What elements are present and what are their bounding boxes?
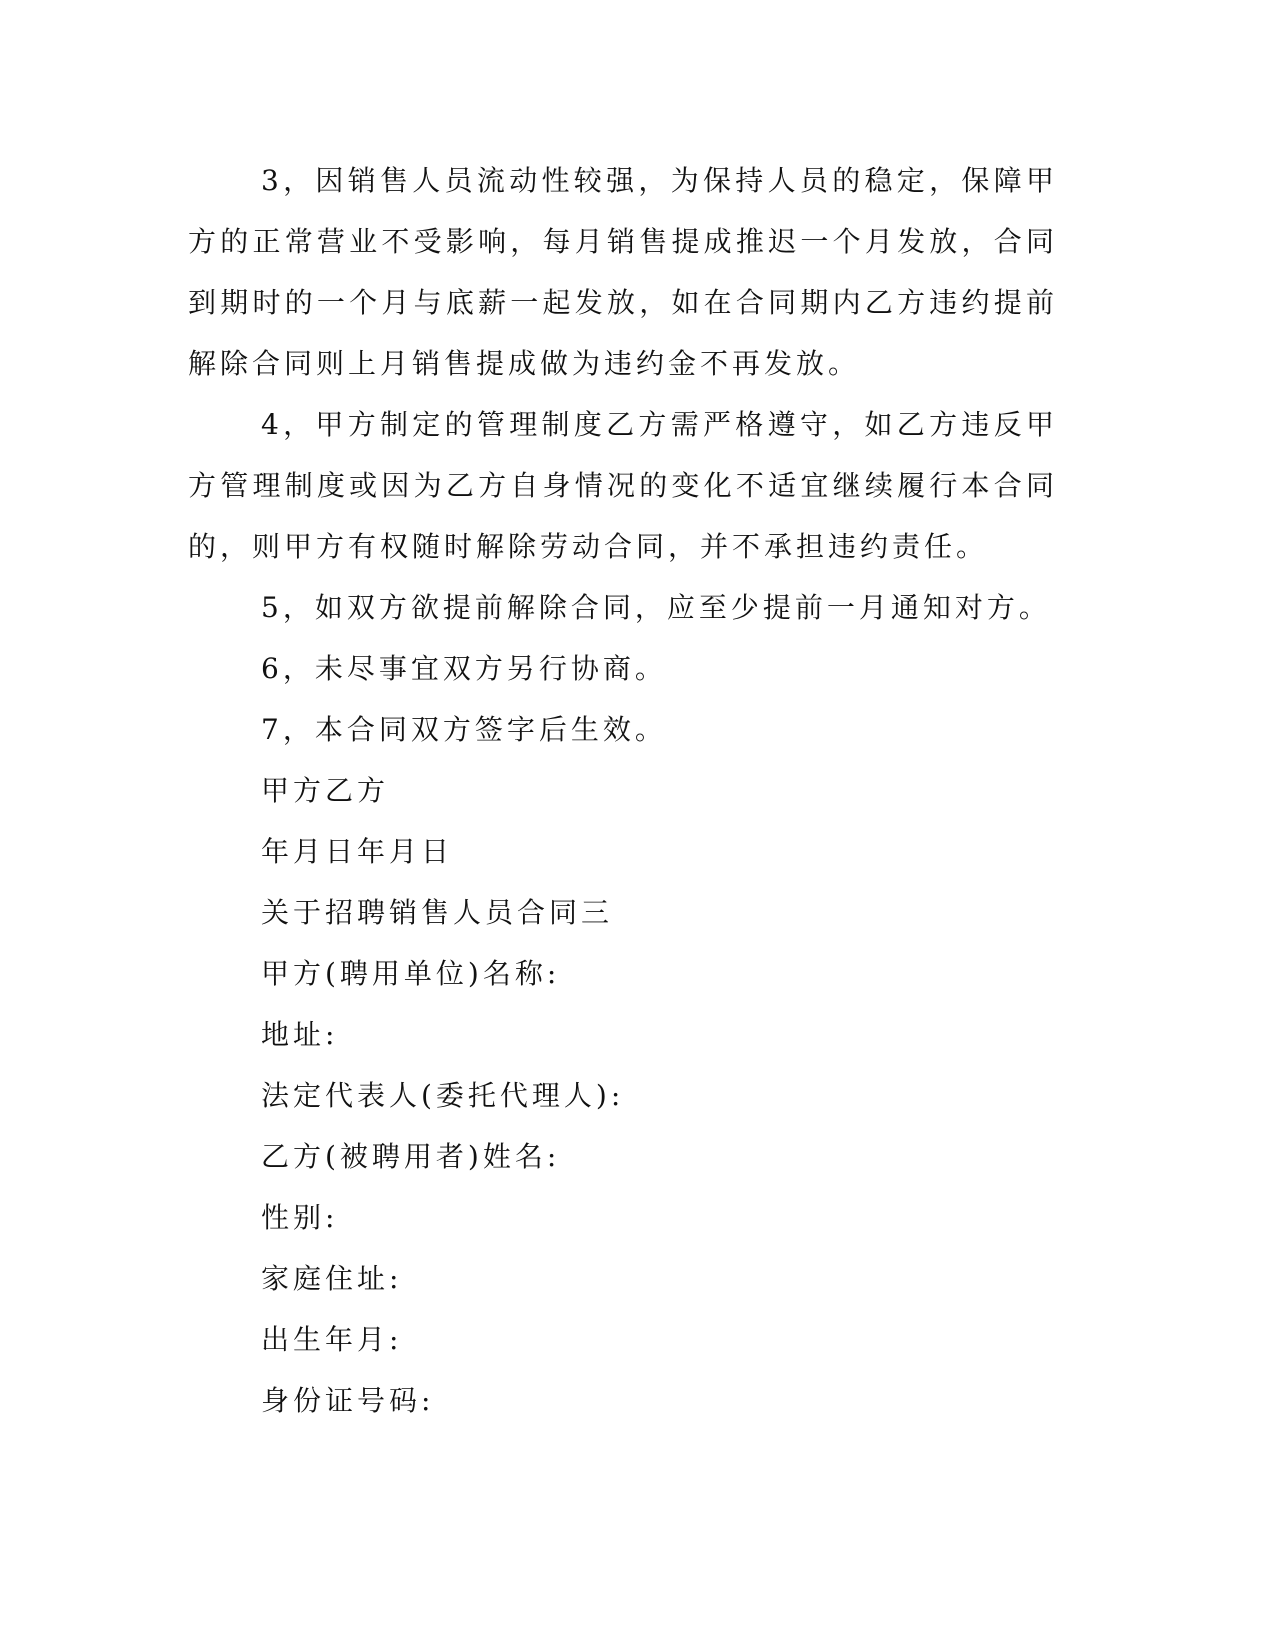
contract-three-title: 关于招聘销售人员合同三 — [261, 896, 614, 929]
party-b-name-field: 乙方(被聘用者)姓名: — [261, 1140, 561, 1173]
legal-representative-field: 法定代表人(委托代理人): — [261, 1079, 625, 1112]
document-body — [188, 150, 1058, 1431]
party-a-name-field: 甲方(聘用单位)名称: — [261, 957, 561, 990]
address-field: 地址: — [261, 1018, 339, 1051]
clause-3-paragraph: 3，因销售人员流动性较强，为保持人员的稳定，保障甲方的正常营业不受影响，每月销售提成推迟一个月发放，合同到期时的一个月与底薪一起发放，如在合同期内乙方违约提前解除合同则上月销售提成做为违约金不再发放。 — [188, 164, 1058, 380]
signature-dates-line: 年月日年月日 — [261, 835, 454, 868]
clause-7-line: 7，本合同双方签字后生效。 — [261, 713, 667, 746]
id-number-field: 身份证号码: — [261, 1384, 435, 1417]
signature-parties-line: 甲方乙方 — [261, 774, 390, 807]
clause-5-line: 5，如双方欲提前解除合同，应至少提前一月通知对方。 — [261, 591, 1051, 624]
gender-field: 性别: — [261, 1201, 339, 1234]
clause-4-paragraph: 4，甲方制定的管理制度乙方需严格遵守，如乙方违反甲方管理制度或因为乙方自身情况的变化不适宜继续履行本合同的，则甲方有权随时解除劳动合同，并不承担违约责任。 — [188, 408, 1058, 563]
home-address-field: 家庭住址: — [261, 1262, 403, 1295]
birth-date-field: 出生年月: — [261, 1323, 403, 1356]
clause-6-line: 6，未尽事宜双方另行协商。 — [261, 652, 667, 685]
